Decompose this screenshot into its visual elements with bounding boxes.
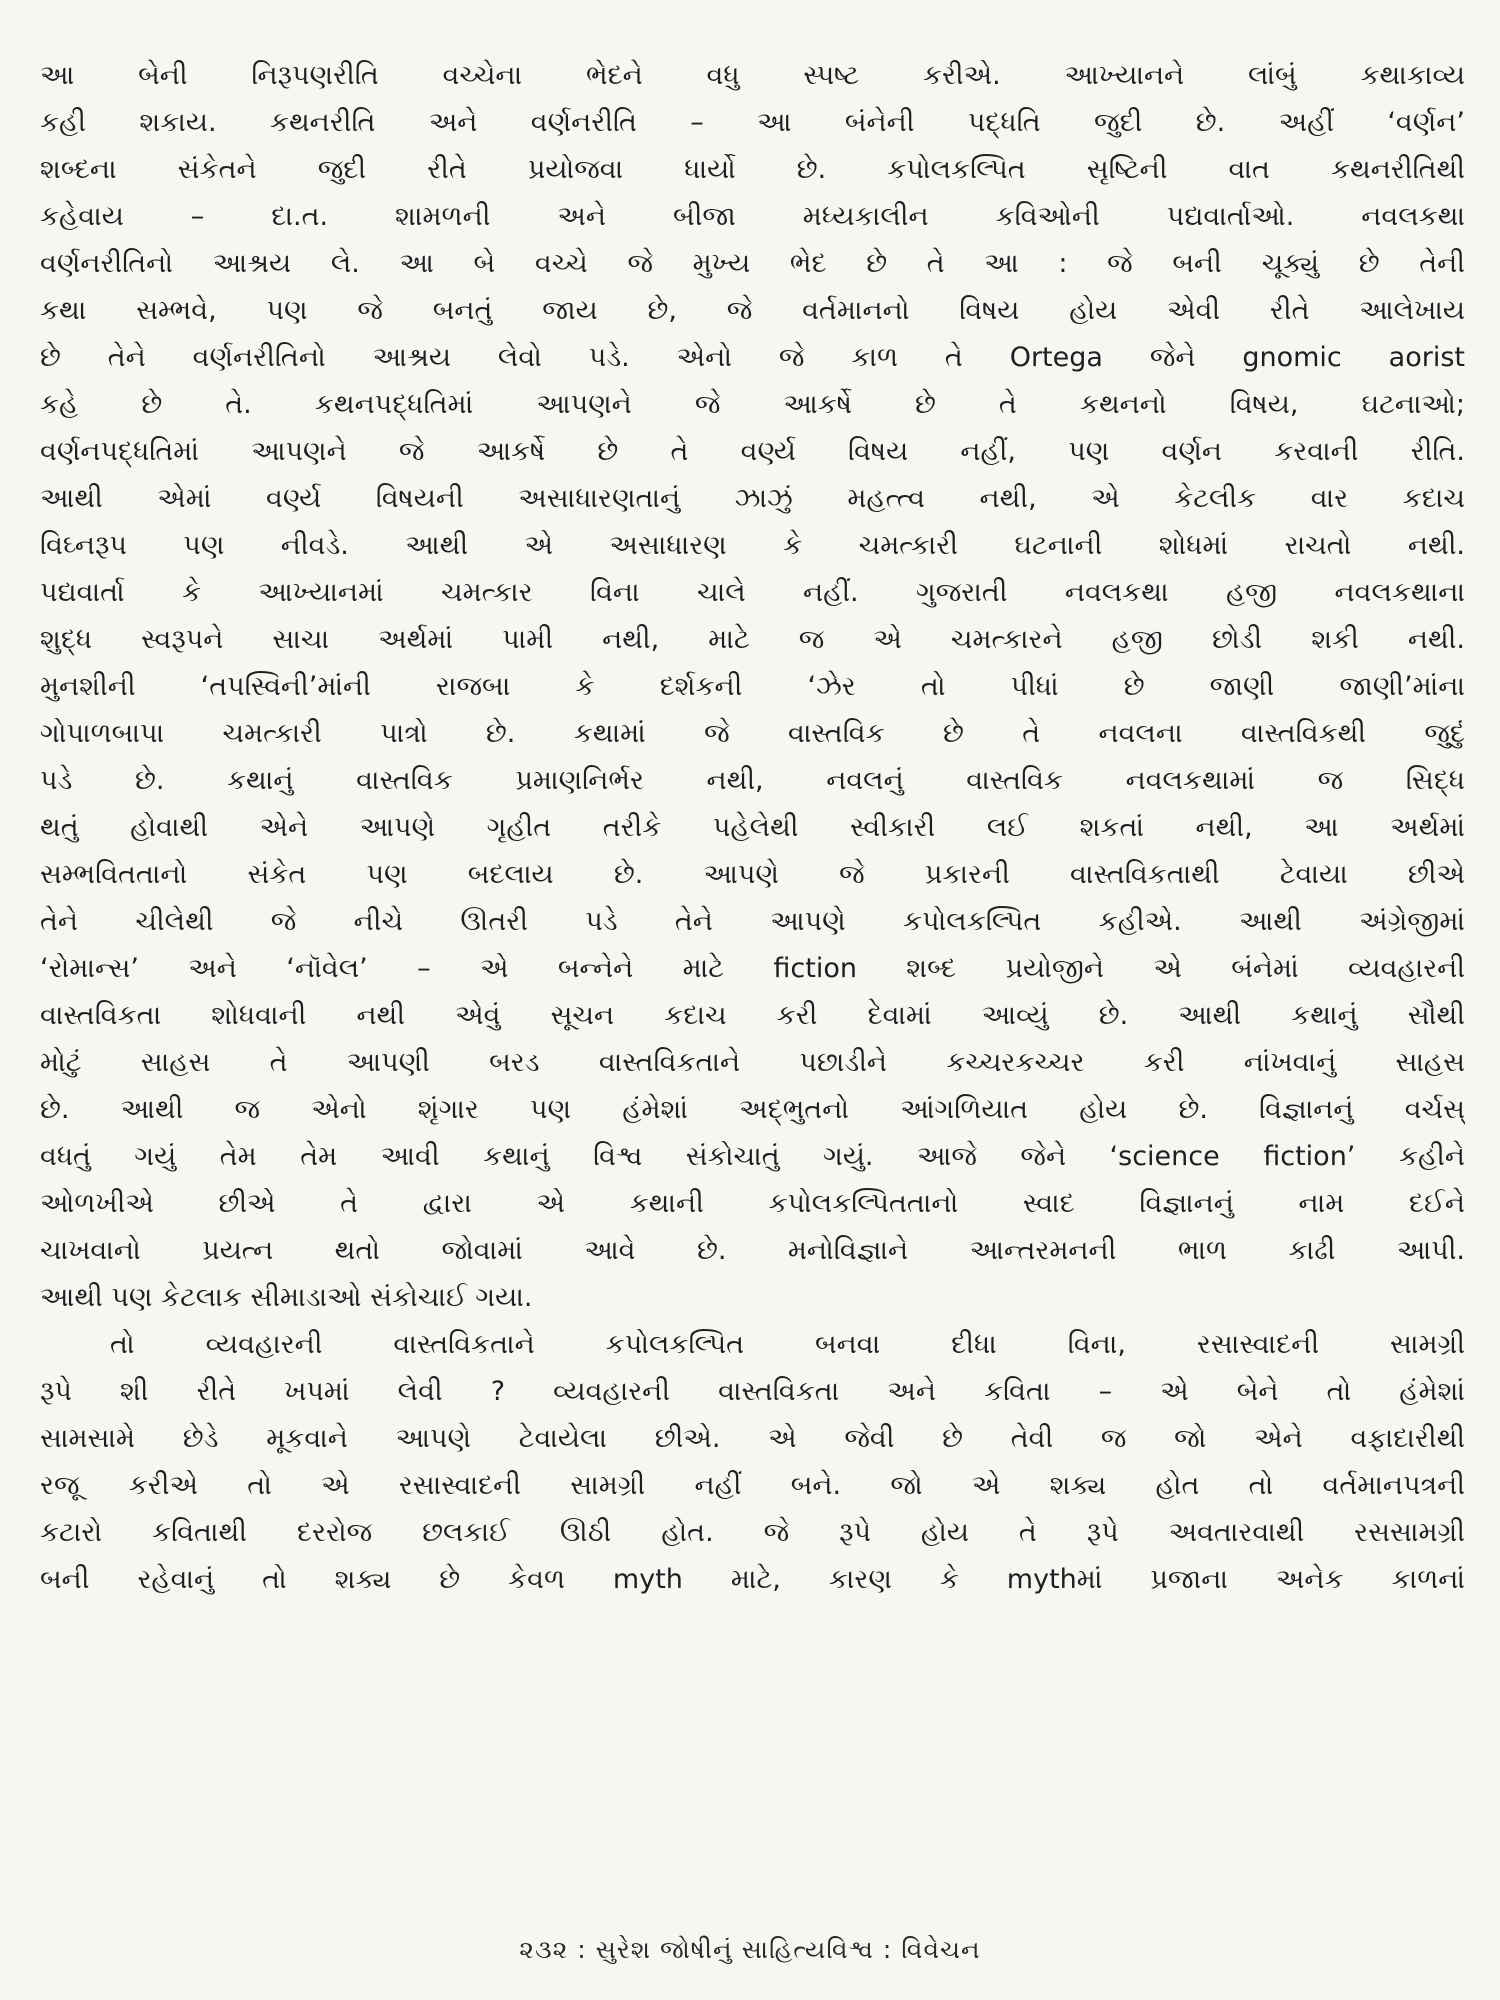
text-line: તેને ચીલેથી જે નીચે ઊતરી પડે તેને આપણે કપોલકલ્પિત કહીએ. આથી અંગ્રેજીમાં <box>40 906 1465 937</box>
text-line: ‘રોમાન્સ’ અને ‘નૉવેલ’ – એ બન્નેને માટે fiction શબ્દ પ્રયોજીને એ બંનેમાં વ્યવહારની <box>40 953 1465 984</box>
text-line: તો વ્યવહારની વાસ્તવિકતાને કપોલકલ્પિત બનવા દીધા વિના, રસાસ્વાદની સામગ્રી <box>110 1329 1465 1360</box>
text-line: આથી એમાં વર્ણ્ય વિષયની અસાધારણતાનું ઝાઝું મહત્ત્વ નથી, એ કેટલીક વાર કદાચ <box>40 483 1465 514</box>
text-line: છે. આથી જ એનો શૃંગાર પણ હંમેશાં અદ્‌ભુતનો આંગળિયાત હોય છે. વિજ્ઞાનનું વર્ચસ્ <box>40 1094 1465 1125</box>
text-line: આ બેની નિરૂપણરીતિ વચ્ચેના ભેદને વધુ સ્પષ્ટ કરીએ. આખ્યાનને લાંબું કથાકાવ્ય <box>40 60 1465 91</box>
body-text <box>40 52 1465 1603</box>
text-line: સામસામે છેડે મૂકવાને આપણે ટેવાયેલા છીએ. એ જેવી છે તેવી જ જો એને વફાદારીથી <box>40 1423 1465 1454</box>
text-line: સમ્ભવિતતાનો સંકેત પણ બદલાય છે. આપણે જે પ્રકારની વાસ્તવિકતાથી ટેવાયા છીએ <box>40 859 1465 890</box>
page-footer: ૨૩૨ : સુરેશ જોષીનું સાહિત્યવિશ્વ : વિવેચન <box>519 1935 981 1964</box>
text-line: વર્ણનરીતિનો આશ્રય લે. આ બે વચ્ચે જે મુખ્ય ભેદ છે તે આ : જે બની ચૂક્યું છે તેની <box>40 248 1465 279</box>
text-line: આથી પણ કેટલાક સીમાડાઓ સંકોચાઈ ગયા. <box>40 1282 533 1313</box>
text-line: કહેવાય – દા.ત. શામળની અને બીજા મધ્યકાલીન કવિઓની પદ્યવાર્તાઓ. નવલકથા <box>40 201 1465 232</box>
text-line: શુદ્ધ સ્વરૂપને સાચા અર્થમાં પામી નથી, માટે જ એ ચમત્કારને હજી છોડી શકી નથી. <box>40 624 1465 655</box>
text-line: કહે છે તે. કથનપદ્ધતિમાં આપણને જે આકર્ષે છે તે કથનનો વિષય, ઘટનાઓ; <box>40 389 1465 420</box>
text-line: ચાખવાનો પ્રયત્ન થતો જોવામાં આવે છે. મનોવિજ્ઞાને આન્તરમનની ભાળ કાઢી આપી. <box>40 1235 1465 1266</box>
text-line: કથા સમ્ભવે, પણ જે બનતું જાય છે, જે વર્તમાનનો વિષય હોય એવી રીતે આલેખાય <box>40 295 1465 326</box>
text-line: બની રહેવાનું તો શક્ય છે કેવળ myth માટે, કારણ કે mythમાં પ્રજાના અનેક કાળનાં <box>40 1564 1465 1595</box>
text-line: વધતું ગયું તેમ તેમ આવી કથાનું વિશ્વ સંકોચાતું ગયું. આજે જેને ‘science fiction’ કહીને <box>40 1141 1465 1172</box>
text-line: શબ્દના સંકેતને જુદી રીતે પ્રયોજવા ધાર્યો છે. કપોલકલ્પિત સૃષ્ટિની વાત કથનરીતિથી <box>40 154 1465 185</box>
text-line: વર્ણનપદ્ધતિમાં આપણને જે આકર્ષે છે તે વર્ણ્ય વિષય નહીં, પણ વર્ણન કરવાની રીતિ. <box>40 436 1465 467</box>
text-line: રૂપે શી રીતે ખપમાં લેવી ? વ્યવહારની વાસ્તવિકતા અને કવિતા – એ બેને તો હંમેશાં <box>40 1376 1465 1407</box>
text-line: કટારો કવિતાથી દરરોજ છલકાઈ ઊઠી હોત. જે રૂપે હોય તે રૂપે અવતારવાથી રસસામગ્રી <box>40 1517 1465 1548</box>
text-line: છે તેને વર્ણનરીતિનો આશ્રય લેવો પડે. એનો જે કાળ તે Ortega જેને gnomic aorist <box>40 342 1465 373</box>
text-line: મુનશીની ‘તપસ્વિની’માંની રાજબા કે દર્શકની ‘ઝેર તો પીધાં છે જાણી જાણી’માંના <box>40 671 1465 702</box>
text-line: રજૂ કરીએ તો એ રસાસ્વાદની સામગ્રી નહીં બને. જો એ શક્ય હોત તો વર્તમાનપત્રની <box>40 1470 1465 1501</box>
text-line: ગોપાળબાપા ચમત્કારી પાત્રો છે. કથામાં જે વાસ્તવિક છે તે નવલના વાસ્તવિકથી જુદું <box>40 718 1465 749</box>
text-line: વિઘ્નરૂપ પણ નીવડે. આથી એ અસાધારણ કે ચમત્કારી ઘટનાની શોધમાં રાચતો નથી. <box>40 530 1465 561</box>
text-line: મોટું સાહસ તે આપણી બરડ વાસ્તવિકતાને પછાડીને કચ્ચરકચ્ચર કરી નાંખવાનું સાહસ <box>40 1047 1465 1078</box>
text-line: કહી શકાય. કથનરીતિ અને વર્ણનરીતિ – આ બંનેની પદ્ધતિ જુદી છે. અહીં ‘વર્ણન’ <box>40 107 1465 138</box>
text-line: ઓળખીએ છીએ તે દ્વારા એ કથાની કપોલકલ્પિતતાનો સ્વાદ વિજ્ઞાનનું નામ દઈને <box>40 1188 1465 1219</box>
text-line: વાસ્તવિકતા શોધવાની નથી એવું સૂચન કદાચ કરી દેવામાં આવ્યું છે. આથી કથાનું સૌથી <box>40 1000 1465 1031</box>
text-line: થતું હોવાથી એને આપણે ગૃહીત તરીકે પહેલેથી સ્વીકારી લઈ શકતાં નથી, આ અર્થમાં <box>40 812 1465 843</box>
text-line: પદ્યવાર્તા કે આખ્યાનમાં ચમત્કાર વિના ચાલે નહીં. ગુજરાતી નવલકથા હજી નવલકથાના <box>40 577 1465 608</box>
text-line: પડે છે. કથાનું વાસ્તવિક પ્રમાણનિર્ભર નથી, નવલનું વાસ્તવિક નવલકથામાં જ સિદ્ધ <box>40 765 1465 796</box>
